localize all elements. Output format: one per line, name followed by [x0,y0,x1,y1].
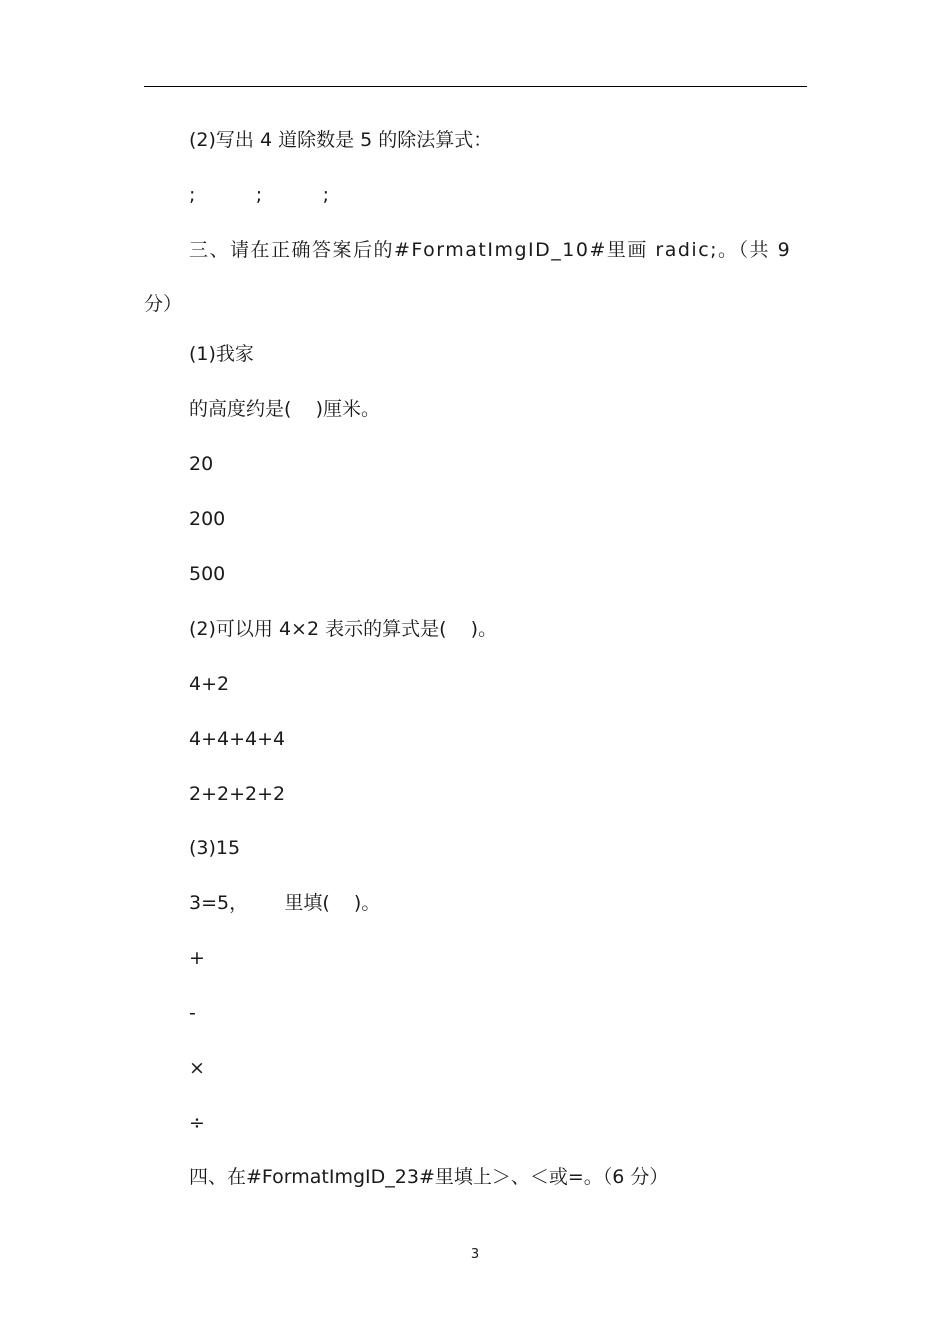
q3-3-option: ÷ [189,1112,205,1134]
q3-3-option: × [189,1057,205,1079]
q3-3-stem-a: (3)15 [189,837,241,859]
q3-1-stem-b: 的高度约是( )厘米。 [189,398,380,420]
page-number: 3 [470,1247,480,1262]
header-rule [144,86,807,87]
q3-2-stem: (2)可以用 4×2 表示的算式是( )。 [189,618,498,640]
q3-3-option: - [189,1002,196,1024]
q3-2-option: 2+2+2+2 [189,783,286,805]
q3-1-stem-a: (1)我家 [189,343,254,365]
q3-3-stem-b: 3=5， 里填( )。 [189,892,381,914]
section3-heading-cont: 分） [144,293,183,315]
q3-1-option: 200 [189,508,226,530]
q2-2-blanks: ; ; ; [189,184,329,206]
q3-3-option: + [189,947,205,969]
q3-1-option: 500 [189,563,226,585]
q3-2-option: 4+4+4+4 [189,728,286,750]
section3-heading: 三、请在正确答案后的#FormatImgID_10#里画 radic;。（共 9 [189,239,792,261]
section4-heading: 四、在#FormatImgID_23#里填上＞、＜或=。（6 分） [189,1166,669,1188]
q3-2-option: 4+2 [189,673,230,695]
q2-2-title: (2)写出 4 道除数是 5 的除法算式： [189,129,493,151]
q3-1-option: 20 [189,453,214,475]
